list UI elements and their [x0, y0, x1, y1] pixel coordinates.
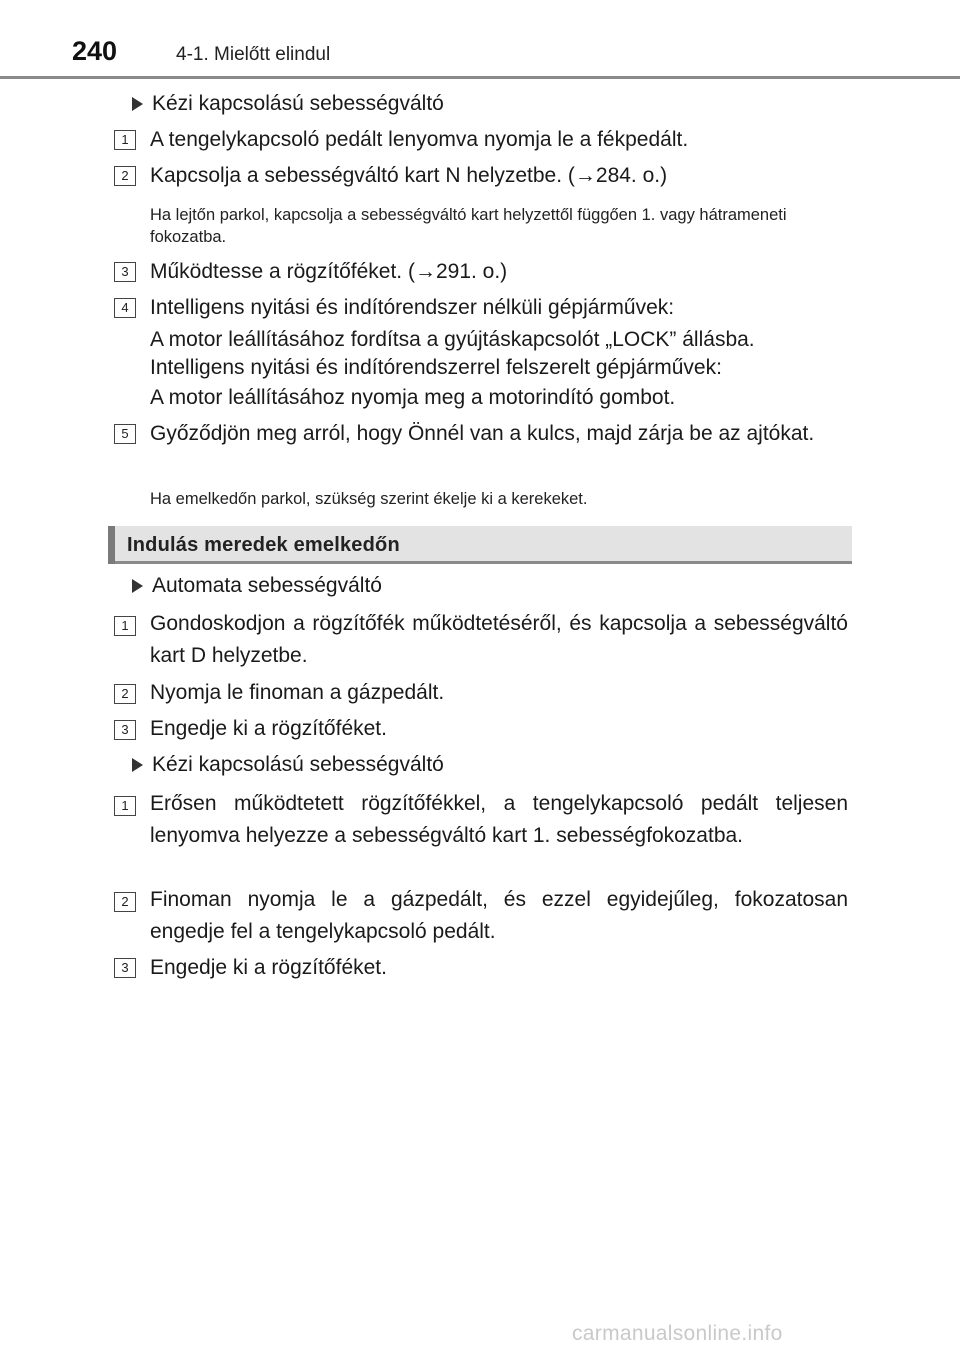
- step-number-box: 1: [114, 616, 136, 636]
- section-heading-bar: [108, 526, 852, 564]
- chapter-title: 4-1. Mielőtt elindul: [176, 44, 331, 65]
- page-number: 240: [72, 36, 118, 66]
- step-text-line: A motor leállításához fordítsa a gyújtáskapcsolót „LOCK” állásba.: [150, 328, 755, 351]
- step-number-box: 3: [114, 958, 136, 978]
- subhead-automatic-transmission: Automata sebességváltó: [152, 574, 382, 597]
- step-number-box: 1: [114, 796, 136, 816]
- step-number-box: 5: [114, 424, 136, 444]
- triangle-bullet-icon: [132, 758, 143, 772]
- step-text-line: Intelligens nyitási és indítórendszerrel felszerelt gépjárművek:: [150, 356, 722, 379]
- step-text: Engedje ki a rögzítőféket.: [150, 717, 387, 740]
- step-number-box: 2: [114, 892, 136, 912]
- section-accent: [108, 526, 115, 564]
- note-text: Ha emelkedőn parkol, szükség szerint ékelje ki a kerekeket.: [150, 490, 588, 508]
- step-text: Kapcsolja a sebességváltó kart N helyzetbe. (→284. o.): [150, 164, 668, 187]
- step-text: Finoman nyomja le a gázpedált, és ezzel egyidejűleg, fokozatosan engedje fel a tengelykapcsoló pedált.: [150, 888, 848, 943]
- note-text: Ha lejtőn parkol, kapcsolja a sebességváltó kart helyzettől függően 1. vagy hátrameneti fokozatba.: [150, 206, 787, 246]
- step-number-box: 1: [114, 130, 136, 150]
- triangle-bullet-icon: [132, 97, 143, 111]
- step-text: Gondoskodjon a rögzítőfék működtetéséről, és kapcsolja a sebességváltó kart D helyzetbe.: [150, 612, 848, 667]
- step-text: Győződjön meg arról, hogy Önnél van a kulcs, majd zárja be az ajtókat.: [150, 422, 815, 445]
- step-text: Engedje ki a rögzítőféket.: [150, 956, 387, 979]
- step-number-box: 2: [114, 166, 136, 186]
- triangle-bullet-icon: [132, 579, 143, 593]
- step-number-box: 2: [114, 684, 136, 704]
- subhead-manual-transmission: Kézi kapcsolású sebességváltó: [152, 92, 444, 115]
- section-title: Indulás meredek emelkedőn: [127, 534, 400, 556]
- page-header: [0, 0, 960, 80]
- watermark-text: carmanualsonline.info: [572, 1322, 783, 1345]
- subhead-manual-transmission: Kézi kapcsolású sebességváltó: [152, 753, 444, 776]
- step-text: Nyomja le finoman a gázpedált.: [150, 681, 445, 704]
- step-text: Működtesse a rögzítőféket. (→291. o.): [150, 260, 508, 283]
- step-text: Erősen működtetett rögzítőfékkel, a tengelykapcsoló pedált teljesen lenyomva helyezze a sebességváltó kart 1. sebességfokozatba.: [150, 792, 848, 847]
- step-number-box: 4: [114, 298, 136, 318]
- step-number-box: 3: [114, 262, 136, 282]
- header-divider: [0, 76, 960, 79]
- step-number-box: 3: [114, 720, 136, 740]
- step-text: A tengelykapcsoló pedált lenyomva nyomja le a fékpedált.: [150, 128, 689, 151]
- step-text-line: Intelligens nyitási és indítórendszer nélküli gépjárművek:: [150, 296, 675, 319]
- step-text-line: A motor leállításához nyomja meg a motorindító gombot.: [150, 386, 676, 409]
